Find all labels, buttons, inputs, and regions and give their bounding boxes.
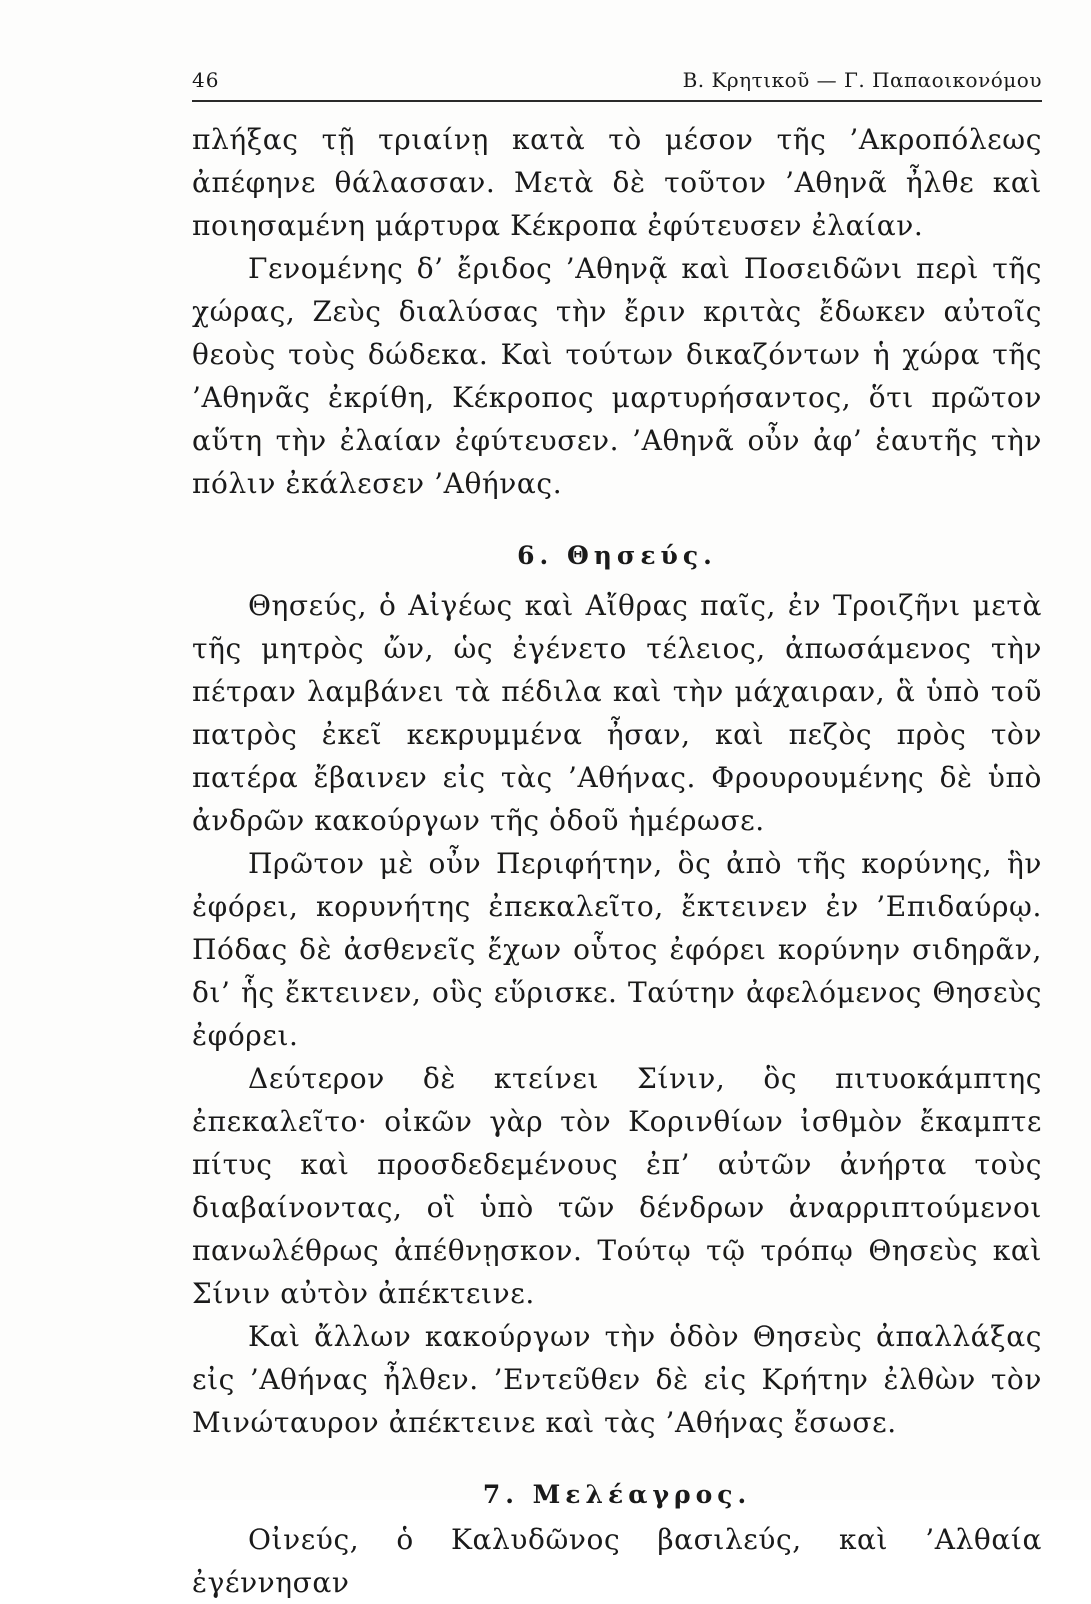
paragraph-theseus-3: Δεύτερον δὲ κτείνει Σίνιν, ὃς πιτυοκάμπτης ἐπεκαλεῖτο· οἰκῶν γὰρ τὸν Κορινθίων ἰσθμὸν ἔκαμπτε πίτυς καὶ προσδεδεμένους ἐπ’ αὐτῶν ἀνήρτα τοὺς διαβαίνοντας, οἳ ὑπὸ τῶν δένδρων ἀναρριπτούμενοι πανωλέθρως ἀπέθνῃσκον. Τούτῳ τῷ τρόπῳ Θησεὺς καὶ Σίνιν αὐτὸν ἀπέκτεινε.: [192, 1062, 1042, 1310]
section-heading-theseus: 6. Θησεύς.: [517, 541, 717, 570]
paragraph-meleager-1: Οἰνεύς, ὁ Καλυδῶνος βασιλεύς, καὶ ’Αλθαία ἐγέννησαν: [192, 1523, 1042, 1599]
header-rule: [192, 100, 1042, 102]
paragraph-theseus-4: Καὶ ἄλλων κακούργων τὴν ὁδὸν Θησεὺς ἀπαλλάξας εἰς ’Αθήνας ἦλθεν. ’Εντεῦθεν δὲ εἰς Κρήτην ἐλθὼν τὸν Μινώταυρον ἀπέκτεινε καὶ τὰς ’Αθήνας ἔσωσε.: [192, 1320, 1042, 1439]
main-text: [192, 118, 1042, 1604]
running-head: [192, 68, 1042, 98]
running-head-authors: Β. Κρητικοῦ — Γ. Παπαοικονόμου: [682, 68, 1042, 92]
continuation-paragraph: πλήξας τῇ τριαίνῃ κατὰ τὸ μέσον τῆς ’Ακροπόλεως ἀπέφηνε θάλασσαν. Μετὰ δὲ τοῦτον ’Αθηνᾶ ἦλθε καὶ ποιησαμένη μάρτυρα Κέκροπα ἐφύτευσεν ἐλαίαν.: [192, 123, 1042, 242]
paragraph-athena-poseidon: Γενομένης δ’ ἔριδος ’Αθηνᾷ καὶ Ποσειδῶνι περὶ τῆς χώρας, Ζεὺς διαλύσας τὴν ἔριν κριτὰς ἔδωκεν αὐτοῖς θεοὺς τοὺς δώδεκα. Καὶ τούτων δικαζόντων ἡ χώρα τῆς ’Αθηνᾶς ἐκρίθη, Κέκροπος μαρτυρήσαντος, ὅτι πρῶτον αὕτη τὴν ἐλαίαν ἐφύτευσεν. ’Αθηνᾶ οὖν ἀφ’ ἑαυτῆς τὴν πόλιν ἐκάλεσεν ’Αθήνας.: [192, 252, 1042, 500]
page-number: 46: [192, 68, 220, 92]
paragraph-theseus-2: Πρῶτον μὲ οὖν Περιφήτην, ὃς ἀπὸ τῆς κορύνης, ἣν ἐφόρει, κορυνήτης ἐπεκαλεῖτο, ἔκτεινεν ἐν ’Επιδαύρῳ. Πόδας δὲ ἀσθενεῖς ἔχων οὗτος ἐφόρει κορύνην σιδηρᾶν, δι’ ἧς ἔκτεινεν, οὓς εὕρισκε. Ταύτην ἀφελόμενος Θησεὺς ἐφόρει.: [192, 847, 1042, 1052]
section-heading-meleager: 7. Μελέαγρος.: [482, 1480, 752, 1509]
paragraph-theseus-1: Θησεύς, ὁ Αἰγέως καὶ Αἴθρας παῖς, ἐν Τροιζῆνι μετὰ τῆς μητρὸς ὤν, ὡς ἐγένετο τέλειος, ἀπωσάμενος τὴν πέτραν λαμβάνει τὰ πέδιλα καὶ τὴν μάχαιραν, ἃ ὑπὸ τοῦ πατρὸς ἐκεῖ κεκρυμμένα ἦσαν, καὶ πεζὸς πρὸς τὸν πατέρα ἔβαινεν εἰς τὰς ’Αθήνας. Φρουρουμένης δὲ ὑπὸ ἀνδρῶν κακούργων τῆς ὁδοῦ ἡμέρωσε.: [192, 589, 1042, 837]
